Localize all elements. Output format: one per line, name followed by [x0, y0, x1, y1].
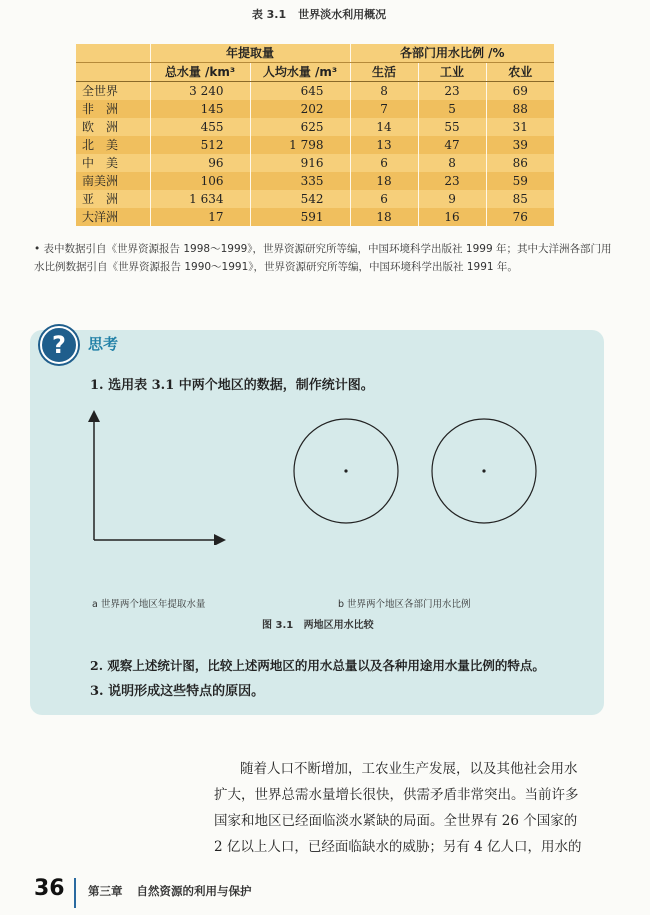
- cell-per-capita: 1 798: [250, 136, 350, 154]
- table-note: • 表中数据引自《世界资源报告 1998～1999》，世界资源研究所等编，中国环境科学出版社 1999 年；其中大洋洲各部门用水比例数据引自《世界资源报告 1990～1991》，世界资源研究所等编，中国环境科学出版社 1991 年。: [34, 243, 612, 273]
- caption-a: a 世界两个地区年提取水量: [92, 599, 206, 610]
- table-row: [76, 82, 554, 101]
- header-sector-ratio: 各部门用水比例 /%: [350, 44, 554, 63]
- cell-domestic: 18: [350, 208, 418, 226]
- cell-agriculture: 86: [486, 154, 554, 172]
- cell-domestic: 7: [350, 100, 418, 118]
- cell-industry: 23: [418, 172, 486, 190]
- cell-agriculture: 85: [486, 190, 554, 208]
- question-mark-icon: ?: [40, 326, 78, 364]
- table-row: [76, 172, 554, 190]
- body-line: 2 亿以上人口，已经面临缺水的威胁；另有 4 亿人口，用水的: [214, 839, 582, 855]
- row-region: 非 洲: [76, 100, 150, 118]
- table-header-row-2: [76, 63, 554, 82]
- think-title: 思考: [88, 335, 119, 353]
- body-line: 扩大，世界总需水量增长很快，供需矛盾非常突出。当前许多: [214, 787, 579, 803]
- figure-title: 两地区用水比较: [303, 620, 374, 631]
- cell-total: 96: [150, 154, 250, 172]
- cell-per-capita: 916: [250, 154, 350, 172]
- question-3: 3. 说明形成这些特点的原因。: [90, 684, 265, 699]
- chapter-label: [88, 883, 266, 899]
- table-header-row-1: [76, 44, 554, 63]
- cell-per-capita: 591: [250, 208, 350, 226]
- table-row: [76, 100, 554, 118]
- cell-per-capita: 542: [250, 190, 350, 208]
- header-total: 总水量 /km³: [150, 63, 250, 82]
- table-number: 表 3.1: [251, 8, 287, 21]
- row-region: 南美洲: [76, 172, 150, 190]
- table-row: [76, 136, 554, 154]
- table-row: [76, 208, 554, 226]
- table-row: [76, 190, 554, 208]
- cell-per-capita: 625: [250, 118, 350, 136]
- cell-industry: 8: [418, 154, 486, 172]
- cell-per-capita: 645: [250, 82, 350, 101]
- cell-domestic: 13: [350, 136, 418, 154]
- header-per-capita: 人均水量 /m³: [250, 63, 350, 82]
- cell-industry: 5: [418, 100, 486, 118]
- header-industry: 工业: [418, 63, 486, 82]
- body-line: 国家和地区已经面临淡水紧缺的局面。全世界有 26 个国家的: [214, 813, 578, 829]
- body-text: [214, 756, 610, 860]
- cell-domestic: 14: [350, 118, 418, 136]
- cell-total: 512: [150, 136, 250, 154]
- cell-domestic: 18: [350, 172, 418, 190]
- cell-total: 145: [150, 100, 250, 118]
- chapter-number: 第三章: [88, 884, 123, 898]
- footer-divider: [74, 878, 76, 908]
- page-number: 36: [34, 876, 65, 901]
- cell-total: 1 634: [150, 190, 250, 208]
- question-2: 2. 观察上述统计图，比较上述两地区的用水总量以及各种用途用水量比例的特点。: [90, 658, 545, 673]
- row-region: 亚 洲: [82, 192, 119, 206]
- row-region: 中 美: [82, 156, 119, 170]
- cell-agriculture: 39: [486, 136, 554, 154]
- cell-domestic: 6: [350, 190, 418, 208]
- water-usage-table: [76, 44, 554, 226]
- header-empty-2: [76, 63, 150, 82]
- row-region: 北 美: [76, 136, 150, 154]
- cell-total: 455: [150, 118, 250, 136]
- header-annual-withdrawal: 年提取量: [150, 44, 350, 63]
- caption-b: b 世界两个地区各部门用水比例: [338, 599, 471, 610]
- question-1: 1. 选用表 3.1 中两个地区的数据，制作统计图。: [90, 378, 374, 393]
- cell-industry: 55: [418, 118, 486, 136]
- cell-domestic: 6: [350, 154, 418, 172]
- row-region: 欧 洲: [82, 120, 119, 134]
- pie-center-left: [344, 469, 347, 472]
- figure-caption: [262, 616, 374, 631]
- cell-agriculture: 31: [486, 118, 554, 136]
- blank-figure-area: [80, 410, 580, 545]
- body-line: 随着人口不断增加，工农业生产发展，以及其他社会用水: [240, 761, 578, 777]
- cell-agriculture: 69: [486, 82, 554, 101]
- cell-total: 106: [150, 172, 250, 190]
- cell-agriculture: 76: [486, 208, 554, 226]
- chapter-title: 自然资源的利用与保护: [136, 884, 252, 898]
- row-region: 大洋洲: [76, 208, 150, 226]
- pie-center-right: [482, 469, 485, 472]
- cell-industry: 9: [418, 190, 486, 208]
- table-row: [76, 154, 554, 172]
- figure-number: 图 3.1: [262, 620, 294, 631]
- cell-total: 3 240: [150, 82, 250, 101]
- cell-industry: 47: [418, 136, 486, 154]
- cell-agriculture: 88: [486, 100, 554, 118]
- cell-per-capita: 202: [250, 100, 350, 118]
- row-region: 全世界: [82, 84, 119, 98]
- header-empty: [76, 44, 150, 63]
- cell-industry: 23: [418, 82, 486, 101]
- cell-agriculture: 59: [486, 172, 554, 190]
- header-domestic: 生活: [350, 63, 418, 82]
- cell-per-capita: 335: [250, 172, 350, 190]
- cell-total: 17: [150, 208, 250, 226]
- cell-industry: 16: [418, 208, 486, 226]
- header-agriculture: 农业: [486, 63, 554, 82]
- table-title-text: 世界淡水利用概况: [298, 8, 387, 21]
- table-row: [76, 118, 554, 136]
- cell-domestic: 8: [350, 82, 418, 101]
- table-title: [0, 6, 650, 22]
